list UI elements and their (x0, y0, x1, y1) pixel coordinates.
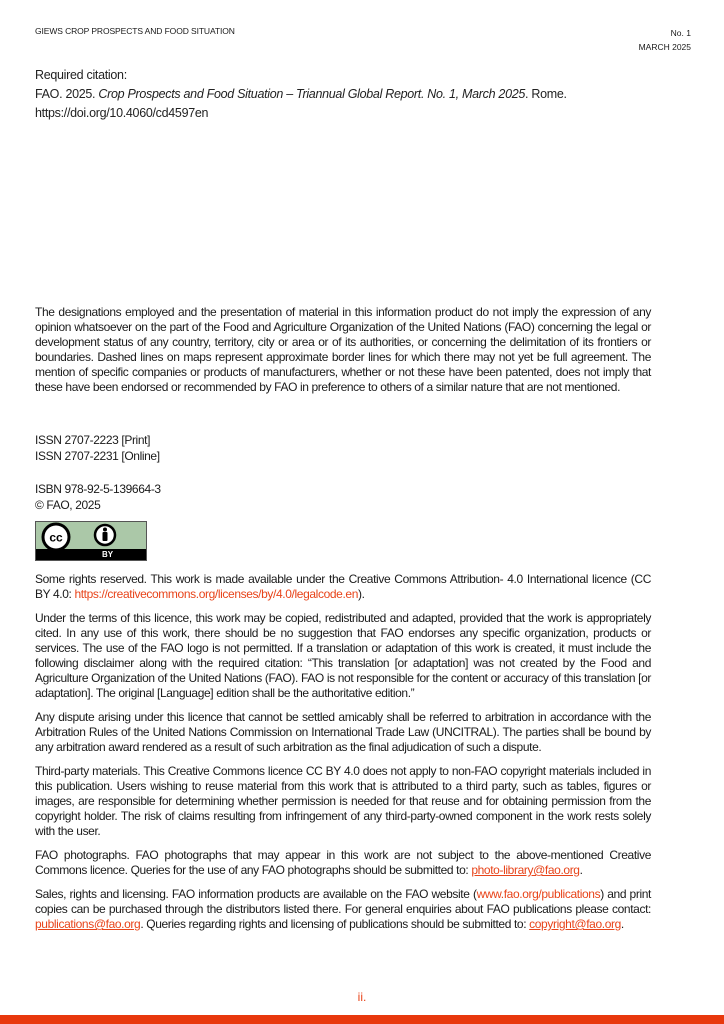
badge-bar (36, 549, 146, 560)
issue-number: No. 1 (670, 28, 691, 38)
citation-doi: https://doi.org/10.4060/cd4597en (35, 106, 209, 120)
running-header-title: GIEWS CROP PROSPECTS AND FOOD SITUATION (35, 26, 235, 36)
text: ) and print copies can be purchased through the distributors listed there. For general enquiries about FAO publications please contact: (35, 887, 651, 916)
citation-suffix: . Rome. (525, 87, 567, 101)
copyright-email-link[interactable]: copyright@fao.org (529, 917, 621, 931)
copyright: © FAO, 2025 (35, 497, 101, 512)
issn-online: ISSN 2707-2231 [Online] (35, 448, 160, 463)
text: ). (358, 587, 365, 601)
some-rights-paragraph (35, 572, 651, 602)
cc-logo-icon (36, 522, 148, 552)
text: Sales, rights and licensing. FAO information products are available on the FAO website ( (35, 887, 477, 901)
cc-by-badge (35, 521, 147, 561)
photo-library-email-link[interactable]: photo-library@fao.org (471, 863, 580, 877)
citation-prefix: FAO. 2025. (35, 87, 99, 101)
svg-text:cc: cc (49, 530, 63, 545)
terms-paragraph: Under the terms of this licence, this work may be copied, redistributed and adapted, provided that the work is appropriately cited. In any use of this work, there should be no suggestion that FAO endorses any specific organization, products or services. The use of the FAO logo is not permitted. If a translation or adaptation of this work is created, it must include the following disclaimer along with the required citation: “This translation [or adaptation] was not created by the Food and Agriculture Organization of the United Nations (FAO). FAO is not responsible for the content or accuracy of this translation [or adaptation]. The original [Language] edition shall be the authoritative edition.” (35, 611, 651, 700)
issn-print: ISSN 2707-2223 [Print] (35, 433, 151, 447)
text: . Queries regarding rights and licensing of publications should be submitted to: (140, 917, 530, 931)
text: . (579, 863, 583, 877)
isbn-block (35, 482, 651, 513)
running-header-issue (639, 26, 691, 54)
licence-text (35, 572, 651, 941)
licence-link[interactable]: https://creativecommons.org/licenses/by/4.0/legalcode.en (74, 587, 358, 601)
footer-bar (0, 1015, 724, 1024)
disclaimer: The designations employed and the presentation of material in this information product do not imply the expression of any opinion whatsoever on the part of the Food and Agriculture Organization of the United Nations (FAO) concerning the legal or development status of any country, territory, city or area or of its authorities, or concerning the delimitation of its frontiers or boundaries. Dashed lines on maps represent approximate border lines for which there may not yet be full agreement. The mention of specific companies or products of manufacturers, whether or not these have been patented, does not imply that these have been endorsed or recommended by FAO in preference to others of a similar nature that are not mentioned. (35, 305, 651, 394)
required-citation (35, 66, 655, 123)
text: Some rights reserved. This work is made available under the Creative Commons Attribution- 4.0 International licence (CC BY 4.0: (35, 572, 651, 601)
page-number: ii. (357, 990, 367, 1004)
third-party-paragraph: Third-party materials. This Creative Commons licence CC BY 4.0 does not apply to non-FAO copyright materials included in this publication. Users wishing to reuse material from this work that is attributed to a third party, such as tables, figures or images, are responsible for determining whether permission is needed for that reuse and for obtaining permission from the copyright holder. The risk of claims resulting from infringement of any third-party-owned component in the work rests solely with the user. (35, 764, 651, 838)
sales-paragraph (35, 887, 651, 932)
publications-website-link[interactable]: www.fao.org/publications (476, 887, 601, 901)
citation-title: Crop Prospects and Food Situation – Triannual Global Report. No. 1, March 2025 (98, 87, 526, 101)
dispute-paragraph: Any dispute arising under this licence that cannot be settled amicably shall be referred to arbitration in accordance with the Arbitration Rules of the United Nations Commission on International Trade Law (UNCITRAL). The parties shall be bound by any arbitration award rendered as a result of such arbitration as the final adjudication of such a dispute. (35, 710, 651, 754)
issue-date: MARCH 2025 (638, 42, 691, 52)
text: . (620, 917, 624, 931)
citation-label: Required citation: (35, 68, 127, 82)
citation-text (35, 85, 655, 104)
isbn: ISBN 978-92-5-139664-3 (35, 482, 161, 496)
badge-by-label: BY (102, 550, 114, 559)
text: FAO photographs. FAO photographs that may appear in this work are not subject to the above-mentioned Creative Commons licence. Queries for the use of any FAO photographs should be submitted to: (35, 848, 651, 877)
issn-block (35, 433, 651, 464)
photos-paragraph (35, 848, 651, 878)
publications-email-link[interactable]: publications@fao.org (35, 917, 141, 931)
